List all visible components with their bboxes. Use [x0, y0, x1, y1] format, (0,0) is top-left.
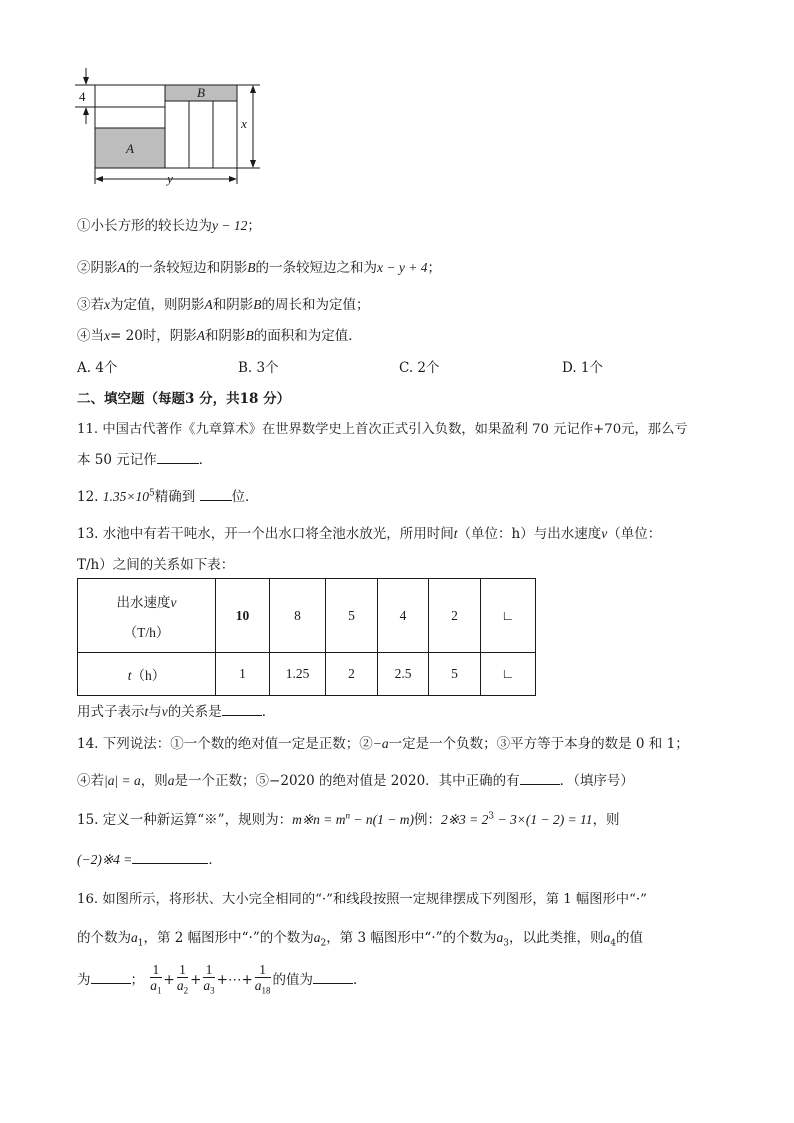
table-header-time: t（h）	[78, 653, 216, 696]
q11-answer-blank[interactable]	[157, 451, 199, 464]
q15-answer-blank[interactable]	[132, 851, 208, 864]
q16-line-3: 为 ； $\frac{1}{a_1}$ + $\frac{1}{a_2}$ + $\frac{1}{a_3}$ +⋯+ $\frac{1}{a_{18}}$ 的值为 ．	[77, 962, 367, 999]
q13-answer-blank[interactable]	[222, 703, 262, 716]
table-cell: 2	[326, 653, 378, 696]
q10-option-c[interactable]: C. 2个	[399, 360, 440, 376]
label-y: y	[167, 171, 173, 186]
label-a: A	[126, 141, 134, 156]
table-cell: 10	[216, 579, 270, 653]
vertical-rect-3	[213, 101, 237, 168]
q14-answer-blank[interactable]	[520, 772, 560, 785]
vertical-rect-1	[165, 101, 189, 168]
q12-answer-blank[interactable]	[200, 488, 232, 501]
fraction-2: $\frac{1}{a_2}$	[176, 962, 189, 996]
q11-line-1: 11. 中国古代著作《九章算术》在世界数学史上首次正式引入负数，如果盈利 70 元记作+70元，那么亏	[77, 422, 688, 437]
q16-line-1: 16. 如图所示，将形状、大小完全相同的“·”和线段按照一定规律摆成下列图形，第 1 幅图形中“·”	[77, 892, 647, 907]
table-cell: 4	[378, 579, 429, 653]
fraction-3: $\frac{1}{a_3}$	[203, 962, 215, 996]
small-rect-top	[95, 85, 165, 107]
q14-line-2: ④若|a| = a，则a是一个正数；⑤−2020 的绝对值是 2020．其中正确的有 ．（填序号）	[77, 773, 634, 789]
table-cell: 1.25	[270, 653, 326, 696]
q13-after-table: 用式子表示t与v的关系是 ．	[77, 704, 276, 720]
vertical-rect-2	[189, 101, 213, 168]
q13-line-2: T/h）之间的关系如下表：	[77, 557, 235, 573]
fraction-1: $\frac{1}{a_1}$	[150, 962, 162, 996]
table-row	[78, 579, 536, 653]
q13-line-1: 13. 水池中有若干吨水，开一个出水口将全池水放光，所用时间t（单位：h）与出水速度v（单位：	[77, 526, 662, 542]
q10-statement-4: ④当x= 20时，阴影A和阴影B的面积和为定值．	[77, 328, 362, 344]
table-cell: 8	[270, 579, 326, 653]
table-cell: 1	[216, 653, 270, 696]
q10-statement-1: ①小长方形的较长边为y − 12；	[77, 218, 261, 234]
q15-line-2: (−2)※4 = ．	[77, 852, 222, 868]
table-cell: 2	[429, 579, 481, 653]
label-x: x	[241, 116, 247, 131]
table-cell: ∟	[481, 579, 536, 653]
q13-data-table	[77, 578, 536, 696]
q10-statement-2: ②阴影A的一条较短边和阴影B的一条较短边之和为x − y + 4；	[77, 260, 441, 276]
q14-line-1: 14. 下列说法：①一个数的绝对值一定是正数；②−a一定是一个负数；③平方等于本身的数是 0 和 1；	[77, 736, 689, 752]
q16-answer-blank-2[interactable]	[313, 971, 353, 984]
q10-statement-3: ③若x为定值，则阴影A和阴影B的周长和为定值；	[77, 297, 370, 313]
q16-line-2: 的个数为$a_1$，第 2 幅图形中“·”的个数为$a_2$，第 3 幅图形中“·”的个数为$a_3$，以此类推，则$a_4$的值	[77, 930, 643, 949]
table-row	[78, 653, 536, 696]
q10-option-d[interactable]: D. 1个	[562, 360, 604, 376]
table-cell: 5	[326, 579, 378, 653]
q10-option-a[interactable]: A. 4个	[77, 360, 118, 376]
small-rect-middle	[95, 107, 165, 128]
table-cell: 2.5	[378, 653, 429, 696]
rectangle-figure	[70, 66, 275, 194]
q16-answer-blank-1[interactable]	[91, 971, 131, 984]
label-b: B	[197, 85, 205, 100]
table-cell: ∟	[481, 653, 536, 696]
q11-line-2: 本 50 元记作 ．	[77, 452, 213, 468]
q15-line-1: 15. 定义一种新运算“※”，规则为：m※n = $m^n - n(1 - m)$例：2※3 = $2^3 - 3\times(1 - 2) = 11$，则	[77, 810, 620, 828]
table-cell: 5	[429, 653, 481, 696]
section-heading: 二、填空题（每题3 分，共18 分）	[77, 391, 291, 407]
label-4: 4	[79, 89, 86, 104]
fraction-18: $\frac{1}{a_{18}}$	[254, 962, 271, 996]
table-header-speed: 出水速度v （T/h）	[78, 579, 216, 653]
q10-option-b[interactable]: B. 3个	[238, 360, 279, 376]
q12-line: 12. $1.35\times 10^5$精确到 位．	[77, 488, 259, 505]
